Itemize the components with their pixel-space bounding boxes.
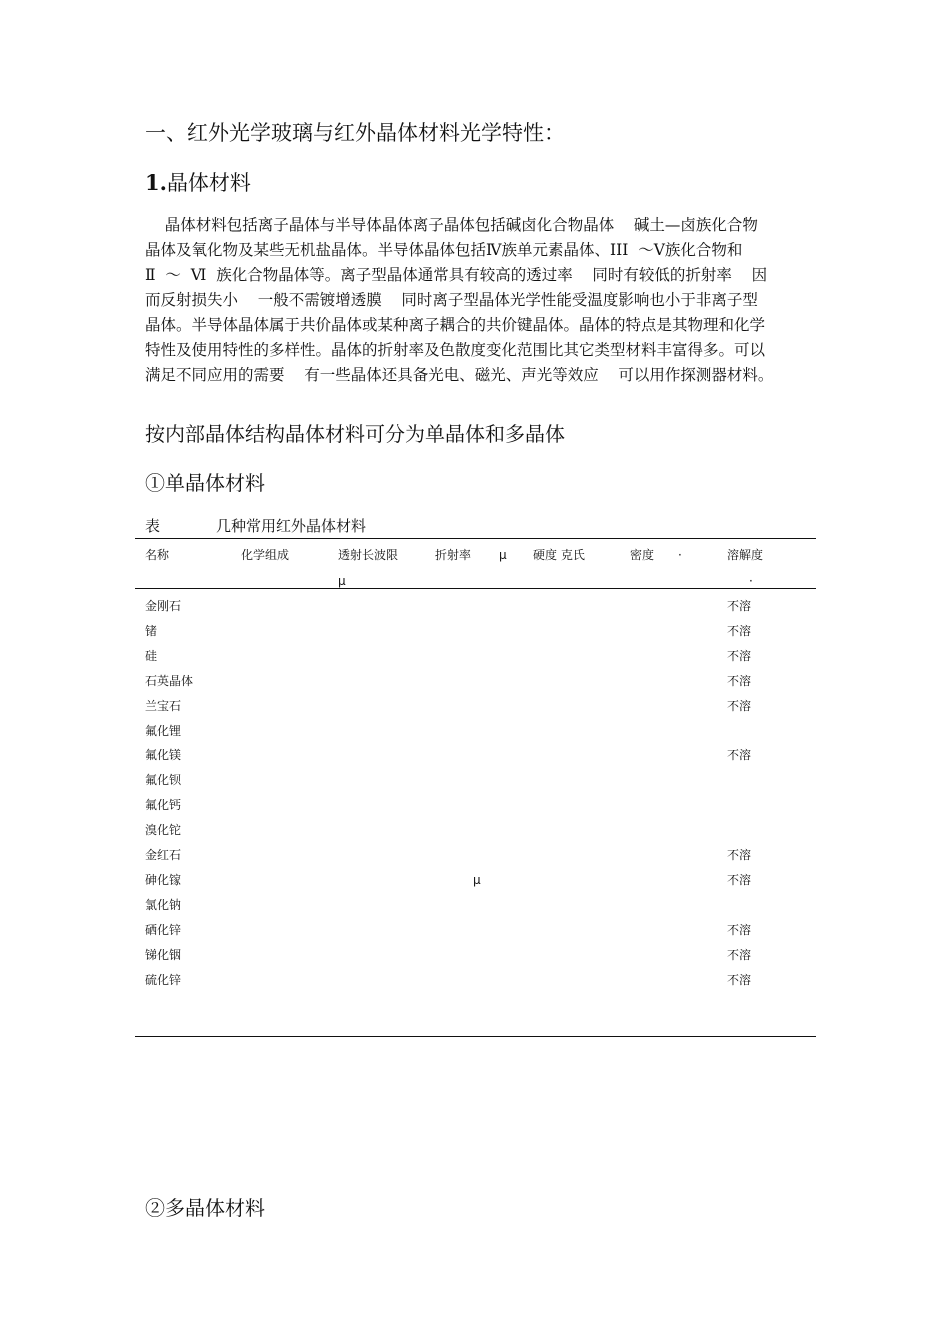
header-density: 密度 <box>630 548 655 562</box>
cell-name: 锑化铟 <box>145 947 182 962</box>
cell-refraction: μ <box>473 872 481 887</box>
cell-name: 兰宝石 <box>145 698 182 713</box>
cell-solubility: 不溶 <box>727 922 752 937</box>
table-row <box>0 596 950 621</box>
cell-solubility: 不溶 <box>727 648 752 663</box>
cell-solubility: 不溶 <box>727 872 752 887</box>
cell-solubility: 不溶 <box>727 698 752 713</box>
cell-name: 石英晶体 <box>145 673 194 688</box>
table-row <box>0 820 950 845</box>
section-heading-text: 晶体材料 <box>166 171 251 195</box>
table-row <box>0 696 950 721</box>
header-wavelength-unit: μ <box>338 574 346 588</box>
header-name: 名称 <box>145 548 170 562</box>
cell-name: 硒化锌 <box>145 922 182 937</box>
table-row <box>0 795 950 820</box>
table-row <box>0 646 950 671</box>
cell-name: 金刚石 <box>145 599 182 613</box>
header-solubility: 溶解度 <box>727 548 764 562</box>
header-wavelength: 透射长波限 <box>338 548 399 562</box>
table-row <box>0 845 950 870</box>
table-row <box>0 770 950 795</box>
section-heading-crystal-materials <box>145 167 251 199</box>
table-row <box>0 895 950 920</box>
header-solubility-unit: · <box>749 574 753 588</box>
table-caption-label: 表 <box>145 517 161 535</box>
cell-name: 硫化锌 <box>145 972 182 987</box>
cell-solubility: 不溶 <box>727 972 752 987</box>
cell-name: 氟化锂 <box>145 723 182 738</box>
cell-name: 氟化镁 <box>145 748 182 763</box>
cell-name: 氟化钡 <box>145 773 182 788</box>
paragraph-line: 特性及使用特性的多样性。晶体的折射率及色散度变化范围比其它类型材料丰富得多。可以 <box>145 341 766 359</box>
cell-name: 金红石 <box>145 848 182 862</box>
table-row <box>0 970 950 995</box>
cell-solubility: 不溶 <box>727 673 752 688</box>
table-row <box>0 745 950 770</box>
paragraph-line: 而反射损失小 一般不需镀增透膜 同时离子型晶体光学性能受温度影响也小于非离子型 <box>145 291 758 309</box>
header-refraction-unit: μ <box>499 548 507 562</box>
paragraph-line: 晶体材料包括离子晶体与半导体晶体离子晶体包括碱卤化合物晶体 碱土—卤族化合物 <box>145 216 758 234</box>
paragraph-line: Ⅱ ～ Ⅵ 族化合物晶体等。离子型晶体通常具有较高的透过率 同时有较低的折射率 因 <box>145 266 768 284</box>
table-caption-title: 几种常用红外晶体材料 <box>216 517 367 535</box>
cell-name: 锗 <box>145 623 158 638</box>
cell-name: 氟化钙 <box>145 798 182 813</box>
cell-solubility: 不溶 <box>727 748 752 763</box>
table-row <box>0 721 950 746</box>
table-top-rule <box>135 538 816 539</box>
table-row <box>0 945 950 970</box>
table-row <box>0 870 950 895</box>
cell-solubility: 不溶 <box>727 599 752 613</box>
header-density-unit: · <box>678 548 682 562</box>
cell-solubility: 不溶 <box>727 848 752 862</box>
subsection-polycrystal: ②多晶体材料 <box>145 1196 265 1220</box>
cell-solubility: 不溶 <box>727 623 752 638</box>
paragraph-line: 晶体及氧化物及某些无机盐晶体。半导体晶体包括Ⅳ族单元素晶体、III ～Ⅴ族化合物和 <box>145 241 743 259</box>
paragraph-line: 满足不同应用的需要 有一些晶体还具备光电、磁光、声光等效应 可以用作探测器材料。 <box>145 366 774 384</box>
table-bottom-rule <box>135 1036 816 1037</box>
paragraph-line: 晶体。半导体晶体属于共价晶体或某种离子耦合的共价键晶体。晶体的特点是其物理和化学 <box>145 316 766 334</box>
cell-name: 氯化钠 <box>145 897 182 912</box>
cell-name: 溴化铊 <box>145 823 182 838</box>
header-refraction: 折射率 <box>435 548 472 562</box>
classification-heading: 按内部晶体结构晶体材料可分为单晶体和多晶体 <box>145 422 565 446</box>
table-row <box>0 621 950 646</box>
subsection-single-crystal: ①单晶体材料 <box>145 471 265 495</box>
section-number: 1. <box>145 170 167 195</box>
document-heading: 一、红外光学玻璃与红外晶体材料光学特性： <box>145 121 565 145</box>
table-row <box>0 920 950 945</box>
table-row <box>0 671 950 696</box>
body-paragraph <box>145 213 825 388</box>
cell-solubility: 不溶 <box>727 947 752 962</box>
header-composition: 化学组成 <box>241 548 290 562</box>
cell-name: 砷化镓 <box>145 872 182 887</box>
table-header-rule <box>135 588 816 589</box>
cell-name: 硅 <box>145 648 158 663</box>
header-hardness: 硬度 克氏 <box>533 548 585 562</box>
